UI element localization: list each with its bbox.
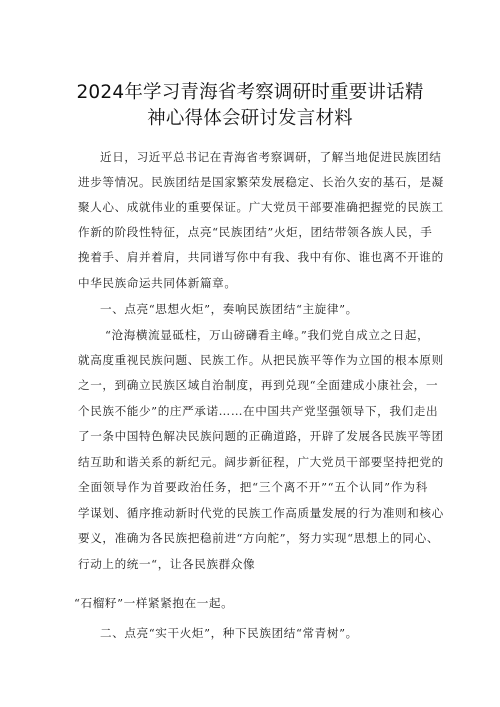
section-heading-1: 一、点亮“思想火炬”，奏响民族团结“主旋律”。 [100, 302, 358, 316]
paragraph-2-line-1: “沧海横流显砥柱，万山磅礴看主峰。”我们党自成立之日起， [105, 328, 430, 342]
section-heading-2: 二、点亮“实干火炬”，种下民族团结“常青树”。 [100, 626, 358, 640]
paragraph-1-line-3: 聚人心、成就伟业的重要保证。广大党员干部要准确把握党的民族工 [78, 200, 444, 214]
paragraph-2-line-6: 结互助和谐关系的新纪元。阔步新征程，广大党员干部要坚持把党的 [78, 455, 444, 469]
paragraph-2-line-8: 学谋划、循序推动新时代党的民族工作高质量发展的行为准则和核心 [78, 506, 444, 520]
paragraph-2-line-10: 行动上的统一“，让各民族群众像 [78, 557, 256, 571]
paragraph-2-tail: “石榴籽”一样紧紧抱在一起。 [74, 596, 234, 610]
paragraph-1-line-6: 中华民族命运共同体新篇章。 [78, 276, 237, 290]
paragraph-2-line-5: 了一条中国特色解决民族问题的正确道路，开辟了发展各民族平等团 [78, 429, 444, 443]
document-title-line-2: 神心得体会研讨发言材料 [147, 108, 353, 129]
paragraph-2-line-4: 个民族不能少”的庄严承诺……在中国共产党坚强领导下，我们走出 [78, 404, 439, 418]
paragraph-2-line-3: 之一，到确立民族区域自治制度，再到兑现“全面建成小康社会，一 [78, 378, 439, 392]
paragraph-1-line-1: 近日，习近平总书记在青海省考察调研，了解当地促进民族团结 [100, 150, 442, 164]
paragraph-1-line-2: 进步等情况。民族团结是国家繁荣发展稳定、长治久安的基石，是凝 [78, 175, 444, 189]
paragraph-1-line-5: 挽着手、肩并着肩，共同谱写你中有我、我中有你、谁也离不开谁的 [78, 250, 444, 264]
paragraph-2-line-7: 全面领导作为首要政治任务，把“三个离不开”“五个认同”作为科 [78, 480, 428, 494]
paragraph-2-line-9: 要义，准确为各民族把稳前进“方向舵”，努力实现“思想上的同心、 [78, 531, 440, 545]
paragraph-1-line-4: 作新的阶段性特征，点亮“民族团结”火炬，团结带领各族人民，手 [78, 225, 433, 239]
paragraph-2-line-2: 就高度重视民族问题、民族工作。从把民族平等作为立国的根本原则 [78, 353, 444, 367]
document-title-line-1: 2024年学习青海省考察调研时重要讲话精 [76, 82, 424, 103]
